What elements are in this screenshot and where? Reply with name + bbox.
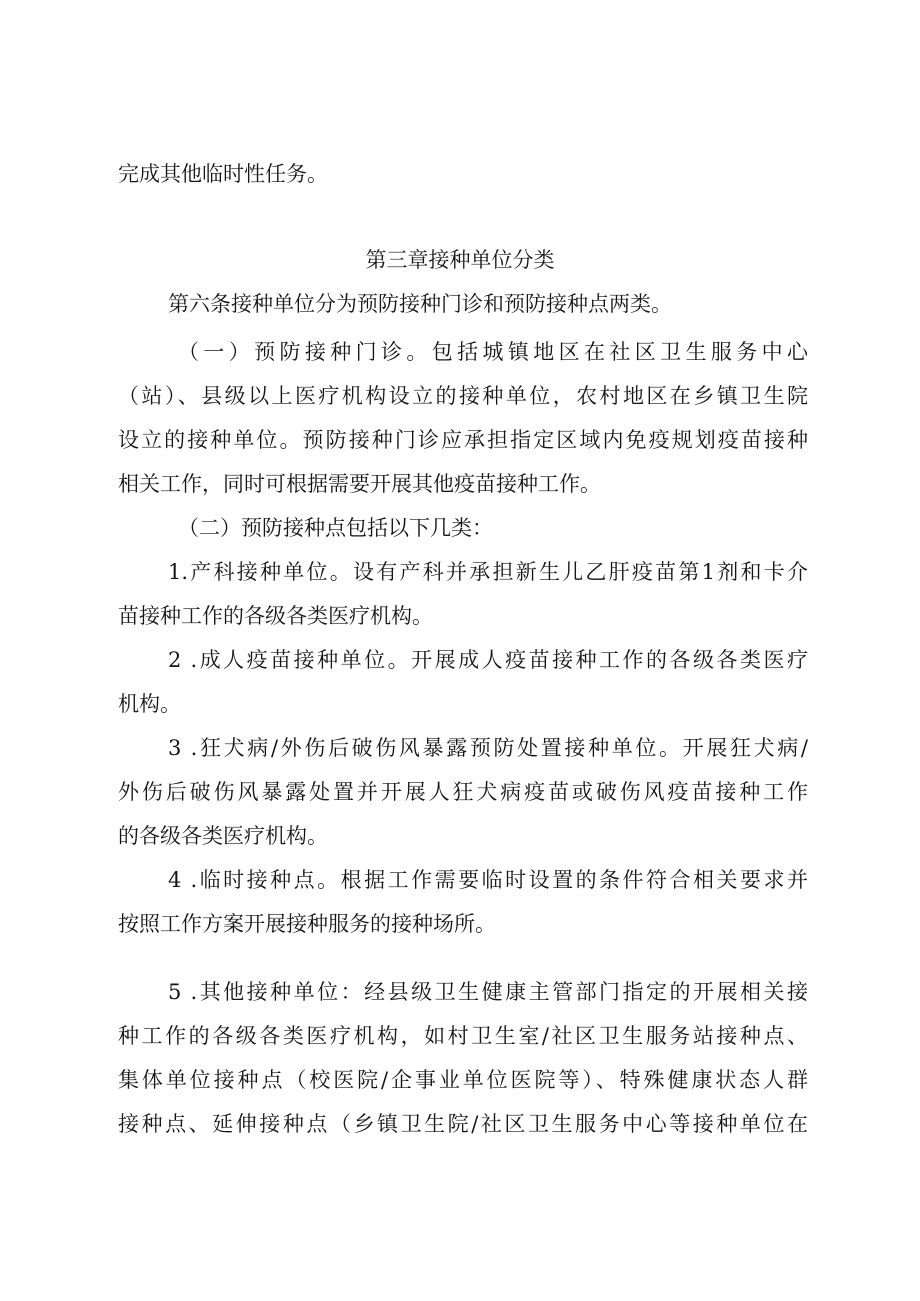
text-line-3: 第六条接种单位分为预防接种门诊和预防接种点两类。	[168, 292, 672, 316]
text-line-17: 按照工作方案开展接种服务的接种场所。	[118, 912, 496, 936]
text-line-7: 相关工作，同时可根据需要开展其他疫苗接种工作。	[118, 472, 601, 496]
text-line-15: 的各级各类医疗机构。	[118, 824, 328, 848]
text-line-20: 集体单位接种点（校医院/企事业单位医院等）、特殊健康状态人群	[118, 1068, 808, 1092]
text-line-14: 外伤后破伤风暴露处置并开展人狂犬病疫苗或破伤风疫苗接种工作	[118, 780, 808, 804]
text-line-5: （站）、县级以上医疗机构设立的接种单位，农村地区在乡镇卫生院	[118, 384, 808, 408]
chapter-heading: 第三章接种单位分类	[365, 248, 555, 272]
text-line-9: 1.产科接种单位。设有产科并承担新生儿乙肝疫苗第1剂和卡介	[168, 560, 808, 584]
text-line-12: 机构。	[118, 692, 181, 716]
text-line-16: 4 .临时接种点。根据工作需要临时设置的条件符合相关要求并	[168, 868, 808, 892]
text-line-6: 设立的接种单位。预防接种门诊应承担指定区域内免疫规划疫苗接种	[118, 428, 808, 452]
text-line-21: 接种点、延伸接种点（乡镇卫生院/社区卫生服务中心等接种单位在	[118, 1112, 808, 1136]
text-line-11: 2 .成人疫苗接种单位。开展成人疫苗接种工作的各级各类医疗	[168, 648, 808, 672]
text-line-10: 苗接种工作的各级各类医疗机构。	[118, 604, 433, 628]
text-line-18: 5 .其他接种单位：经县级卫生健康主管部门指定的开展相关接	[168, 980, 808, 1004]
text-line-8: （二）预防接种点包括以下几类：	[178, 516, 493, 540]
text-line-19: 种工作的各级各类医疗机构，如村卫生室/社区卫生服务站接种点、	[118, 1024, 808, 1048]
text-line-4: （一）预防接种门诊。包括城镇地区在社区卫生服务中心	[178, 340, 808, 364]
text-line-13: 3 .狂犬病/外伤后破伤风暴露预防处置接种单位。开展狂犬病/	[168, 736, 808, 760]
text-line-1: 完成其他临时性任务。	[118, 162, 328, 186]
